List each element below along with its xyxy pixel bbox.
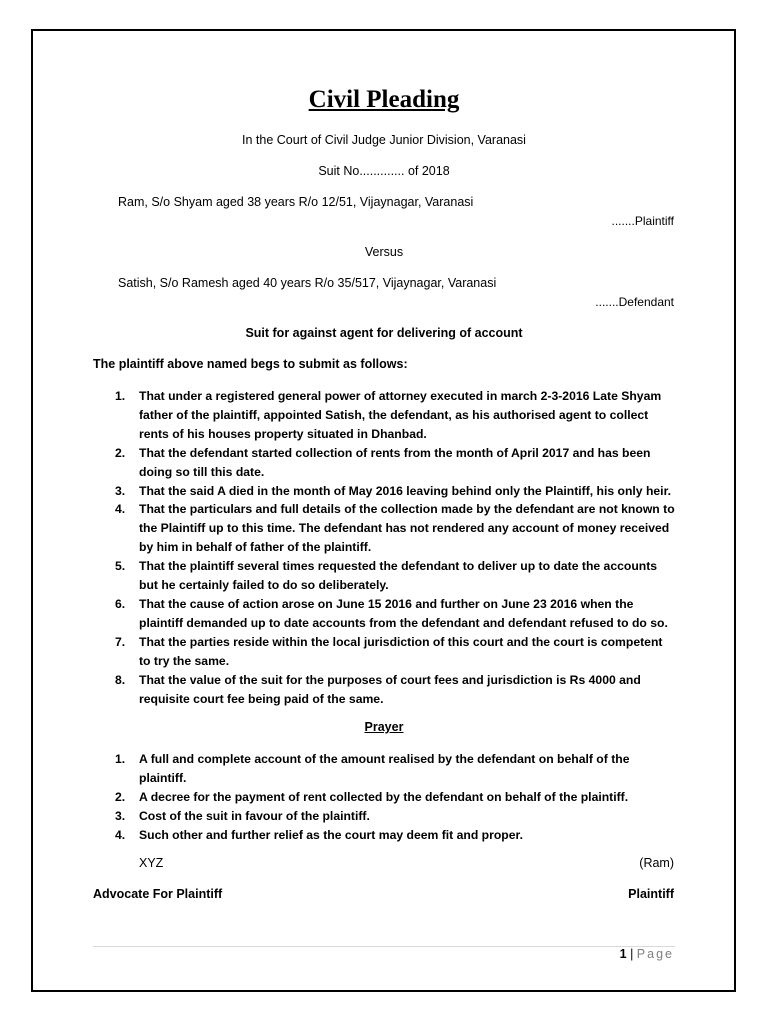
page-number: 1: [619, 947, 627, 961]
plaintiff-signature-name: (Ram): [639, 856, 674, 870]
page-footer: [620, 947, 674, 961]
list-item: 1. A full and complete account of the amount realised by the defendant on behalf of the plaintiff.: [115, 752, 630, 785]
footer-divider: [93, 946, 675, 947]
prayer-list: [93, 750, 675, 845]
list-item: 4. That the particulars and full details of the collection made by the defendant are not known to the Plaintiff up to this time. The defendant has not rendered any account of money received by him in behalf of father of the plaintiff.: [115, 502, 675, 555]
defendant-description: Satish, S/o Ramesh aged 40 years R/o 35/517, Vijaynagar, Varanasi: [118, 276, 497, 290]
list-item: 4. Such other and further relief as the court may deem fit and proper.: [115, 827, 523, 842]
court-name: In the Court of Civil Judge Junior Division, Varanasi: [242, 133, 526, 147]
list-item: 1. That under a registered general power of attorney executed in march 2-3-2016 Late Shyam father of the plaintiff, appointed Satish, the defendant, as his authorised agent to collect rents of his houses property situated in Dhanbad.: [115, 389, 662, 441]
page-separator: |: [630, 947, 634, 961]
versus-text: Versus: [364, 245, 404, 259]
document-title: Civil Pleading: [308, 86, 460, 113]
list-item: 8. That the value of the suit for the purposes of court fees and jurisdiction is Rs 4000 and requisite court fee being paid of the same.: [115, 672, 641, 706]
suit-number: Suit No............. of 2018: [318, 164, 450, 178]
advocate-name: XYZ: [139, 856, 164, 870]
plaintiff-description: Ram, S/o Shyam aged 38 years R/o 12/51, Vijaynagar, Varanasi: [118, 195, 474, 209]
suit-subject: Suit for against agent for delivering of account: [245, 326, 523, 340]
list-item: 2. A decree for the payment of rent collected by the defendant on behalf of the plaintiff.: [115, 789, 629, 804]
prayer-heading: Prayer: [364, 720, 404, 734]
advocate-role: Advocate For Plaintiff: [93, 887, 223, 901]
plaintiff-role: Plaintiff: [628, 887, 674, 901]
list-item: 7. That the parties reside within the local jurisdiction of this court and the court is competent to try the same.: [115, 634, 663, 668]
plaintiff-label: .......Plaintiff: [611, 214, 674, 228]
paragraph-list: [93, 387, 675, 708]
defendant-label: .......Defendant: [595, 295, 674, 309]
list-item: 3. Cost of the suit in favour of the plaintiff.: [115, 808, 370, 823]
list-item: 3. That the said A died in the month of May 2016 leaving behind only the Plaintiff, his only heir.: [115, 483, 672, 498]
list-item: 6. That the cause of action arose on June 15 2016 and further on June 23 2016 when the plaintiff demanded up to date accounts from the defendant and defendant refused to do so.: [115, 596, 668, 630]
list-item: 2. That the defendant started collection of rents from the month of April 2017 and has been doing so till this date.: [115, 445, 651, 479]
intro-text: The plaintiff above named begs to submit as follows:: [93, 357, 408, 371]
list-item: 5. That the plaintiff several times requested the defendant to deliver up to date the accounts but he certainly failed to do so deliberately.: [115, 559, 658, 593]
page-word: Page: [636, 947, 674, 961]
